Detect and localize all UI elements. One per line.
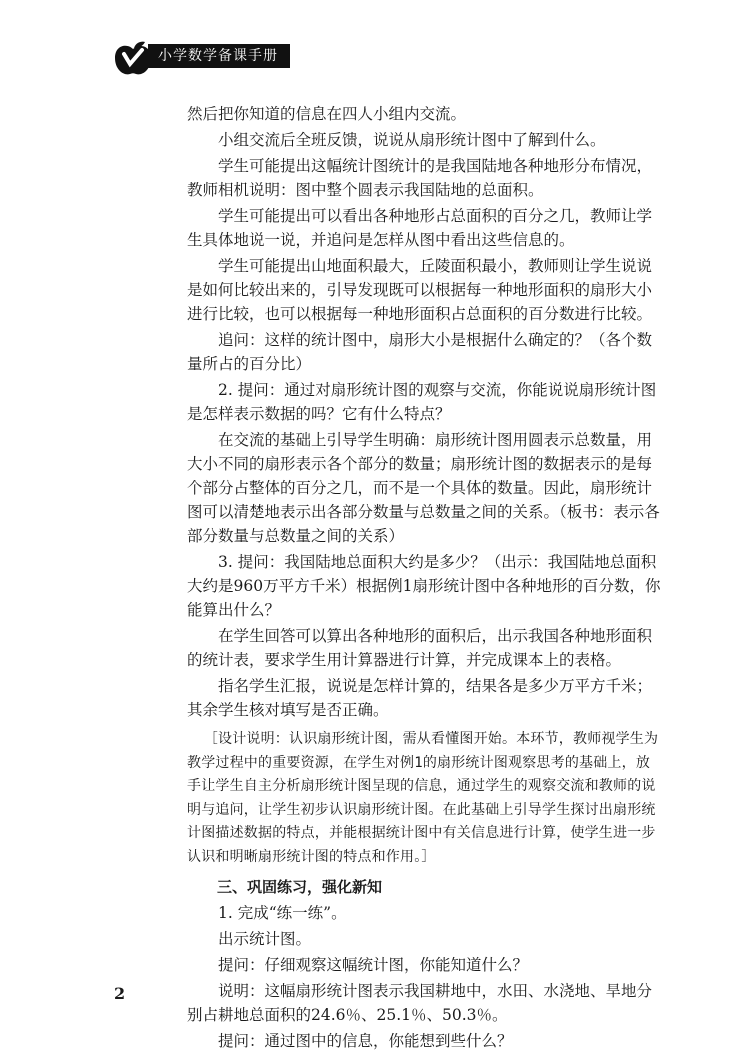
page-body xyxy=(187,102,662,1055)
book-title: 小学数学备课手册 xyxy=(148,44,290,68)
design-note: ［设计说明：认识扇形统计图，需从看懂图开始。本环节，教师视学生为教学过程中的重要资源，在学生对例1的扇形统计图观察思考的基础上，放手让学生自主分析扇形统计图呈现的信息，通过学生的观察交流和教师的说明与追问，让学生初步认识扇形统计图。在此基础上引导学生探讨出扇形统计图描述数据的特点，并能根据统计图中有关信息进行计算，使学生进一步认识和明晰扇形统计图的特点和作用。］ xyxy=(187,731,659,865)
paragraph: 学生可能提出山地面积最大，丘陵面积最小，教师则让学生说说是如何比较出来的，引导发现既可以根据每一种地形面积的扇形大小进行比较，也可以根据每一种地形面积占总面积的百分数进行比较。 xyxy=(187,257,653,323)
paragraph: 指名学生汇报，说说是怎样计算的，结果各是多少万平方千米；其余学生核对填写是否正确。 xyxy=(187,677,653,719)
paragraph: 说明：这幅扇形统计图表示我国耕地中，水田、水浇地、旱地分别占耕地总面积的24.6％、25.1％、50.3％。 xyxy=(187,982,653,1024)
section-title: 三、巩固练习，强化新知 xyxy=(217,878,383,896)
paragraph: 在学生回答可以算出各种地形的面积后，出示我国各种地形面积的统计表，要求学生用计算器进行计算，并完成课本上的表格。 xyxy=(187,627,653,669)
paragraph: 出示统计图。 xyxy=(218,930,312,948)
page-header xyxy=(120,44,278,68)
paragraph: 追问：这样的统计图中，扇形大小是根据什么确定的？（各个数量所占的百分比） xyxy=(187,331,653,373)
paragraph: 1. 完成“练一练”。 xyxy=(218,904,347,922)
paragraph: 然后把你知道的信息在四人小组内交流。 xyxy=(187,105,467,123)
page-number: 2 xyxy=(114,984,126,1003)
paragraph: 2. 提问：通过对扇形统计图的观察与交流，你能说说扇形统计图是怎样表示数据的吗？它有什么特点？ xyxy=(187,381,657,423)
paragraph: 小组交流后全班反馈，说说从扇形统计图中了解到什么。 xyxy=(218,131,606,149)
paragraph: 提问：通过图中的信息，你能想到些什么？ xyxy=(218,1032,513,1050)
paragraph: 学生可能提出这幅统计图统计的是我国陆地各种地形分布情况，教师相机说明：图中整个圆表示我国陆地的总面积。 xyxy=(187,157,653,199)
paragraph: 提问：仔细观察这幅统计图，你能知道什么？ xyxy=(218,956,529,974)
paragraph: 在交流的基础上引导学生明确：扇形统计图用圆表示总数量，用大小不同的扇形表示各个部分的数量；扇形统计图的数据表示的是每个部分占整体的百分之几，而不是一个具体的数量。因此，扇形统计图可以清楚地表示出各部分数量与总数量之间的关系。（板书：表示各部分数量与总数量之间的关系） xyxy=(187,431,660,545)
paragraph: 3. 提问：我国陆地总面积大约是多少？（出示：我国陆地总面积大约是960万平方千米）根据例1扇形统计图中各种地形的百分数，你能算出什么？ xyxy=(187,553,661,619)
paragraph: 学生可能提出可以看出各种地形占总面积的百分之几，教师让学生具体地说一说，并追问是怎样从图中看出这些信息的。 xyxy=(187,207,653,249)
